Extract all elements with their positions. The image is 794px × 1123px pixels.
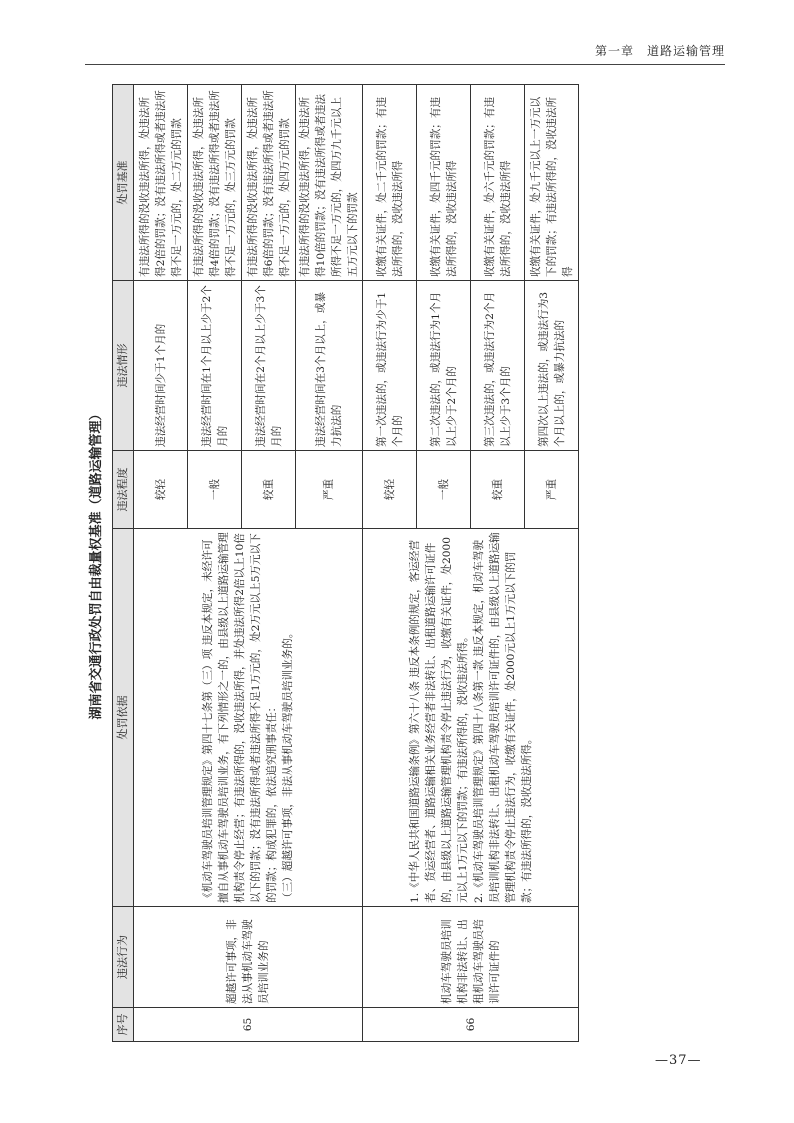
chapter-title: 第一章 道路运输管理	[594, 44, 725, 58]
basis-paragraph: （三）超越许可事项，非法从事机动车驾驶员培训业务的。	[282, 627, 294, 903]
violation-degree: 较重	[242, 451, 296, 529]
basis-paragraph: 1.《中华人民共和国道路运输条例》第六十八条 违反本条例的规定，客运经营者、货运经营者、道路运输相关业务经营者非法转让、出租道路运输许可证件的，由县级以上道路运输管理机构责令停止违法行为，收缴有关证件，处2000元以上1万元以下的罚款；有违法所得的，没收违法所得。	[408, 537, 469, 903]
table-header-row	[113, 85, 134, 1042]
penalty-standard: 收缴有关证件，处九千元以上一万元以下的罚款；有违法所得的，没收违法所得	[525, 85, 579, 281]
page-number: —37—	[655, 1053, 702, 1068]
row-number: 65	[134, 1008, 363, 1042]
col-header-standard: 处罚基准	[113, 85, 134, 281]
violation-circumstance: 违法经营时间在2个月以上少于3个月的	[242, 281, 296, 451]
col-header-circumstance: 违法情形	[113, 281, 134, 451]
violation-degree: 较轻	[363, 451, 417, 529]
running-header	[85, 40, 725, 65]
penalty-standard: 收缴有关证件，处二千元的罚款；有违法所得的，没收违法所得	[363, 85, 417, 281]
violation-degree: 较重	[471, 451, 525, 529]
rotated-page-content	[84, 85, 574, 1042]
col-header-no: 序号	[113, 1008, 134, 1042]
violation-degree: 较轻	[134, 451, 188, 529]
penalty-basis	[134, 529, 363, 907]
row-number: 66	[363, 1008, 579, 1042]
violation-act: 超越许可事项，非法从事机动车驾驶员培训业务的	[134, 907, 363, 1008]
violation-circumstance: 违法经营时间少于1个月的	[134, 281, 188, 451]
penalty-standard: 有违法所得的没收违法所得，处违法所得10倍的罚款；没有违法所得或者违法所得不足一万元的，处四万九千元以上五万元以下的罚款	[296, 85, 363, 281]
basis-paragraph: 2.《机动车驾驶员培训管理规定》第四十八条第一款 违反本规定，机动车驾驶员培训机构非法转让、出租机动车驾驶员培训许可证件的，由县级以上道路运输管理机构责令停止违法行为，收缴有关证件，处2000元以上1万元以下的罚款；有违法所得的，没收违法所得。	[472, 532, 533, 903]
violation-degree: 一般	[188, 451, 242, 529]
violation-circumstance: 违法经营时间在3个月以上，或暴力抗法的	[296, 281, 363, 451]
penalty-standard: 有违法所得的没收违法所得，处违法所得6倍的罚款；没有违法所得或者违法所得不足一万元的，处四万元的罚款	[242, 85, 296, 281]
violation-degree: 严重	[525, 451, 579, 529]
table-row	[363, 85, 417, 1042]
col-header-basis: 处罚依据	[113, 529, 134, 907]
col-header-act: 违法行为	[113, 907, 134, 1008]
violation-circumstance: 第二次违法的，或违法行为1个月以上少于2个月的	[417, 281, 471, 451]
penalty-standard-table	[112, 84, 579, 1042]
table-title: 湖南省交通行政处罚自由裁量权基准（道路运输管理）	[89, 407, 104, 720]
violation-circumstance: 违法经营时间在1个月以上少于2个月的	[188, 281, 242, 451]
violation-circumstance: 第三次违法的，或违法行为2个月以上少于3个月的	[471, 281, 525, 451]
table-row	[134, 85, 188, 1042]
penalty-standard: 有违法所得的没收违法所得，处违法所得4倍的罚款；没有违法所得或者违法所得不足一万元的，处三万元的罚款	[188, 85, 242, 281]
violation-circumstance: 第四次以上违法的，或违法行为3个月以上的，或暴力抗法的	[525, 281, 579, 451]
landscape-table-area	[84, 85, 574, 1042]
violation-degree: 严重	[296, 451, 363, 529]
basis-paragraph: 《机动车驾驶员培训管理规定》第四十七条第（三）项 违反本规定，未经许可擅自从事机动车驾驶员培训业务，有下列情形之一的，由县级以上道路运输管理机构责令停止经营；有违法所得的，没收违法所得，并处违法所得2倍以上10倍以下的罚款；没有违法所得或者违法所得不足1万元的，处2万元以上5万元以下的罚款；构成犯罪的，依法追究刑事责任：	[202, 532, 278, 903]
penalty-standard: 收缴有关证件，处六千元的罚款；有违法所得的，没收违法所得	[471, 85, 525, 281]
violation-degree: 一般	[417, 451, 471, 529]
penalty-standard: 有违法所得的没收违法所得，处违法所得2倍的罚款；没有违法所得或者违法所得不足一万元的，处二万元的罚款	[134, 85, 188, 281]
penalty-standard: 收缴有关证件，处四千元的罚款；有违法所得的，没收违法所得	[417, 85, 471, 281]
violation-act: 机动车驾驶员培训机构非法转让、出租机动车驾驶员培训许可证件的	[363, 907, 579, 1008]
penalty-basis	[363, 529, 579, 907]
col-header-degree: 违法程度	[113, 451, 134, 529]
violation-circumstance: 第一次违法的，或违法行为少于1个月的	[363, 281, 417, 451]
